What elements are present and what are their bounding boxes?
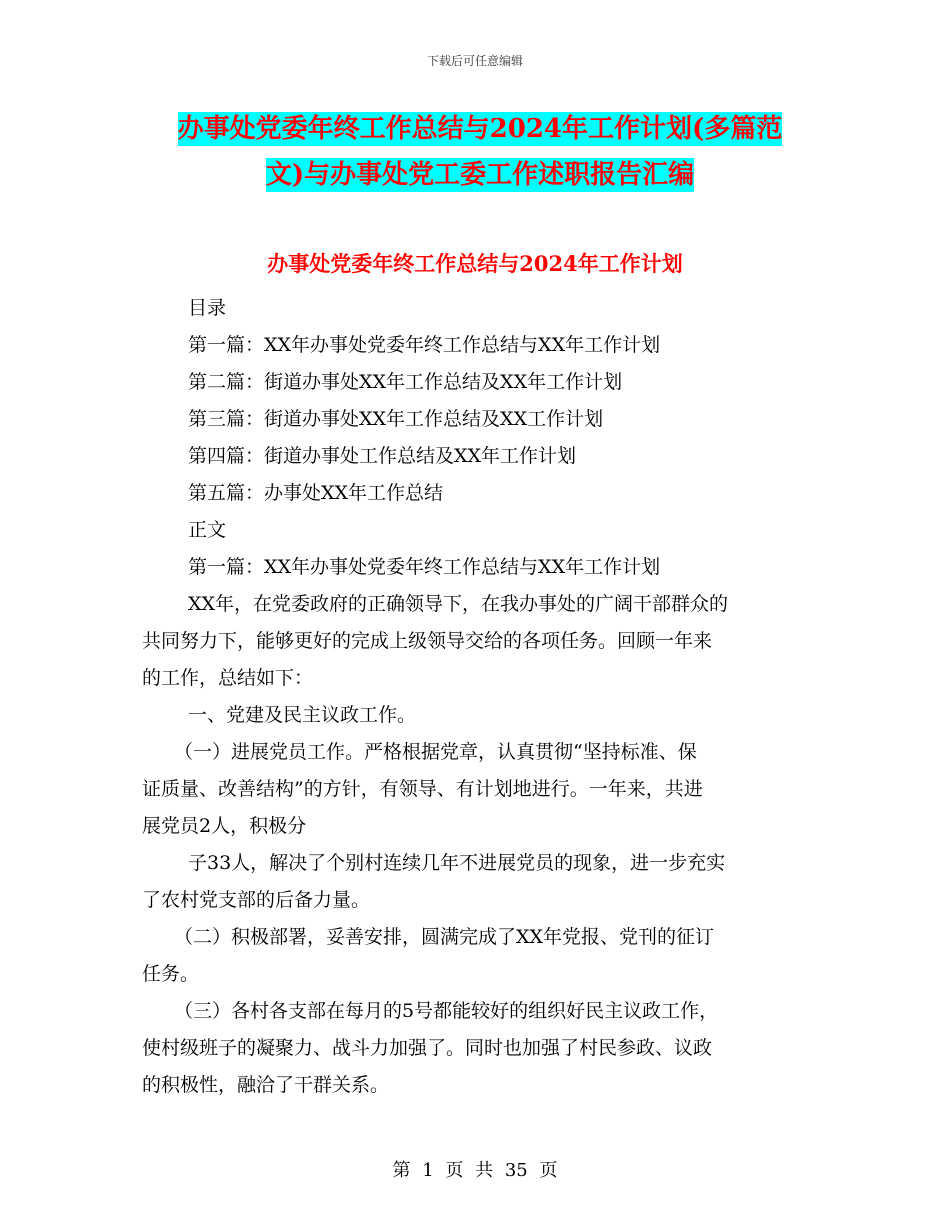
point1-heading: 一、党建及民主议政工作。 xyxy=(188,704,417,726)
document-title xyxy=(140,106,820,198)
p1-line-3: 展党员2人，积极分 xyxy=(142,815,307,837)
header-note: 下载后可任意编辑 xyxy=(426,54,523,68)
document-subtitle: 办事处党委年终工作总结与2024年工作计划 xyxy=(267,251,683,276)
toc-heading: 目录 xyxy=(188,297,227,319)
toc-item-2: 第二篇：街道办事处XX年工作总结及XX年工作计划 xyxy=(188,371,623,393)
toc-item-3: 第三篇：街道办事处XX年工作总结及XX工作计划 xyxy=(188,408,604,430)
toc-item-1: 第一篇：XX年办事处党委年终工作总结与XX年工作计划 xyxy=(188,334,661,356)
p2-line-1: （二）积极部署，妥善安排，圆满完成了XX年党报、党刊的征订 xyxy=(174,926,715,948)
p2-line-2: 任务。 xyxy=(142,963,200,985)
section-title: 第一篇：XX年办事处党委年终工作总结与XX年工作计划 xyxy=(188,556,661,578)
toc-item-4: 第四篇：街道办事处工作总结及XX年工作计划 xyxy=(188,445,577,467)
p1-line-1: （一）进展党员工作。严格根据党章，认真贯彻“坚持标准、保 xyxy=(174,741,697,763)
intro-line-2: 共同努力下，能够更好的完成上级领导交给的各项任务。回顾一年来 xyxy=(142,630,713,652)
p1b-line-2: 了农村党支部的后备力量。 xyxy=(142,889,371,911)
page-footer: 第 1 页 共 35 页 xyxy=(392,1160,558,1181)
p1b-line-1: 子33人，解决了个别村连续几年不进展党员的现象，进一步充实 xyxy=(188,852,726,874)
title-line-1: 办事处党委年终工作总结与2024年工作计划(多篇范 xyxy=(177,114,783,144)
document-body xyxy=(142,290,812,1104)
intro-line-1: XX年，在党委政府的正确领导下，在我办事处的广阔干部群众的 xyxy=(188,593,729,615)
p3-line-1: （三）各村各支部在每月的5号都能较好的组织好民主议政工作， xyxy=(174,1000,719,1022)
body-heading: 正文 xyxy=(188,519,227,541)
p3-line-2: 使村级班子的凝聚力、战斗力加强了。同时也加强了村民参政、议政 xyxy=(142,1037,713,1059)
p3-line-3: 的积极性，融洽了干群关系。 xyxy=(142,1074,390,1096)
title-line-2: 文)与办事处党工委工作述职报告汇编 xyxy=(265,160,695,190)
intro-line-3: 的工作，总结如下： xyxy=(142,667,314,689)
toc-item-5: 第五篇：办事处XX年工作总结 xyxy=(188,482,444,504)
p1-line-2: 证质量、改善结构”的方针，有领导、有计划地进行。一年来，共进 xyxy=(142,778,703,800)
